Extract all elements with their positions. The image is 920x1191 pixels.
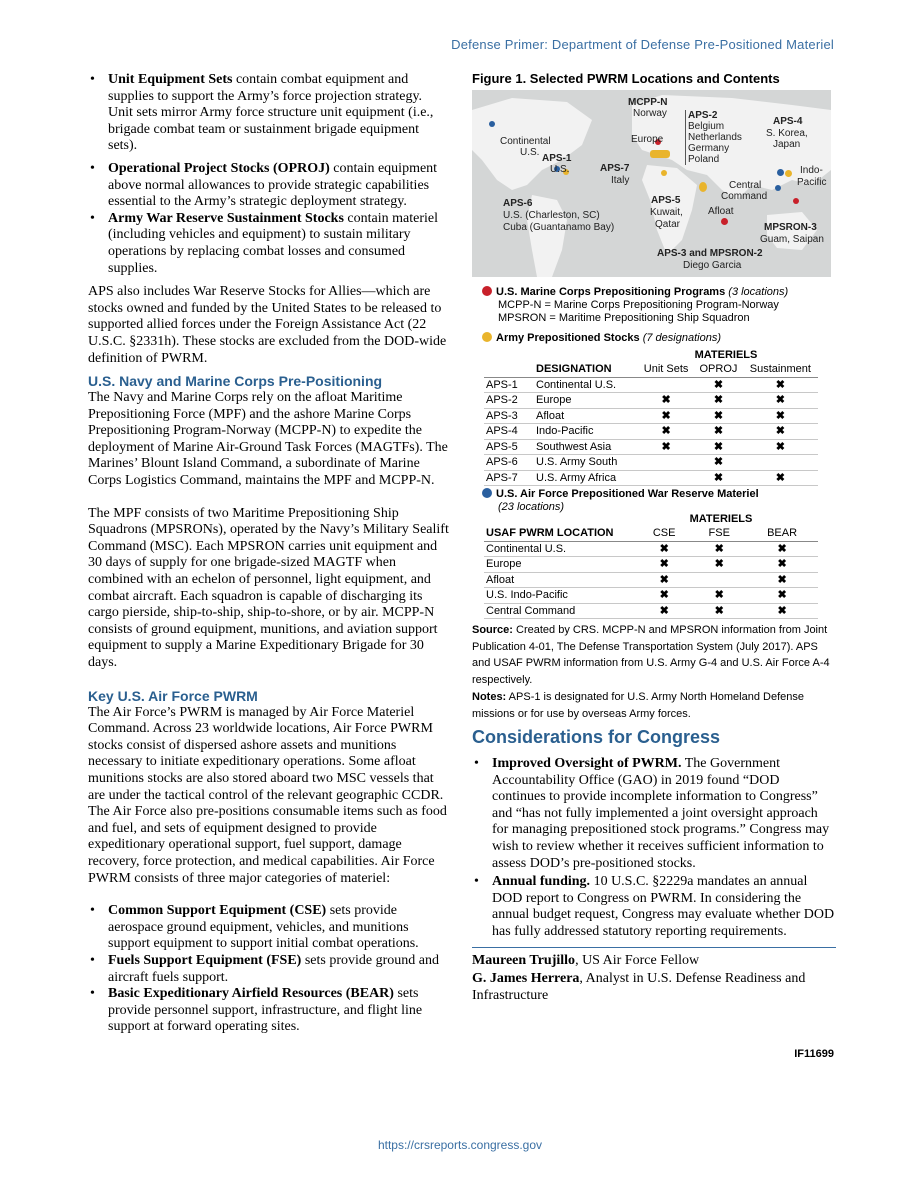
bullet-term: Common Support Equipment (CSE) bbox=[108, 903, 327, 919]
army-marker bbox=[650, 150, 670, 158]
usmc-legend bbox=[482, 286, 788, 345]
table-mark-cell: ✖ bbox=[638, 408, 694, 424]
table-mark-cell: ✖ bbox=[636, 572, 692, 588]
aps2-loc: Germany bbox=[688, 143, 730, 154]
map-label-continental: Continental bbox=[500, 136, 551, 147]
map-label-aps6-loc: Cuba (Guantanamo Bay) bbox=[503, 222, 615, 233]
table-cell: APS-2 bbox=[484, 393, 534, 409]
table-mark-cell: ✖ bbox=[692, 603, 746, 619]
table-mark-cell: ✖ bbox=[743, 439, 818, 455]
table-mark-cell: ✖ bbox=[743, 377, 818, 393]
table-cell: Indo-Pacific bbox=[534, 424, 638, 440]
author-role: , US Air Force Fellow bbox=[575, 952, 700, 968]
table-mark-cell: ✖ bbox=[746, 603, 818, 619]
table-mark-cell: ✖ bbox=[694, 439, 742, 455]
table-group-label: MATERIELS bbox=[689, 513, 753, 525]
table-mark-cell: ✖ bbox=[638, 424, 694, 440]
bullet-text: 10 U.S.C. §2229a mandates an annual DOD report to Congress on PWRM. In considering the annual budget request, Congress may evaluate whether DOD has fully addressed statutory reporting requirements. bbox=[492, 874, 835, 939]
table-mark-cell: ✖ bbox=[636, 541, 692, 557]
map-label-aps2-locs bbox=[685, 121, 742, 165]
notes-label: Notes: bbox=[472, 691, 507, 703]
bullet-term: Fuels Support Equipment (FSE) bbox=[108, 952, 302, 968]
bullet-term: Improved Oversight of PWRM. bbox=[492, 756, 682, 771]
bullet-text: contain equipment above normal allowances to provide strategic capabilities essential to the Army’s strategic deployment strategy. bbox=[108, 160, 438, 210]
map-label-aps5-loc: Qatar bbox=[655, 219, 681, 230]
map-label-mpsron3-loc: Guam, Saipan bbox=[760, 234, 824, 245]
table-row bbox=[484, 541, 818, 557]
map-label-aps5: APS-5 bbox=[651, 195, 681, 206]
map-label-aps3-loc: Diego Garcia bbox=[683, 260, 742, 271]
table-mark-cell: ✖ bbox=[636, 588, 692, 604]
heading-air-force: Key U.S. Air Force PWRM bbox=[88, 687, 258, 704]
table-cell: APS-4 bbox=[484, 424, 534, 440]
table-mark-cell: ✖ bbox=[638, 393, 694, 409]
map-label-europe: Europe bbox=[631, 134, 664, 145]
author-1 bbox=[472, 953, 836, 970]
table-row bbox=[484, 572, 818, 588]
bullet-text: sets provide aerospace ground equipment, vehicles, and munitions support equipment to support initial combat operations. bbox=[108, 903, 419, 952]
map-label-aps2: APS-2 bbox=[685, 110, 717, 121]
table-row bbox=[484, 424, 818, 440]
map-label-central: Central bbox=[729, 180, 762, 191]
table-mark-cell: ✖ bbox=[694, 408, 742, 424]
heading-considerations: Considerations for Congress bbox=[472, 727, 721, 747]
paragraph-navy-2: The MPF consists of two Maritime Prepositioning Ship Squadrons (MPSRONs), operated by the Navy’s Military Sealift Command (MSC). Each MPSRON carries unit equipment and 30 days of supply for one brigade-sized MAGTF when combined with an echelon of personnel, light equipment, and combat aircraft. Each squadron is capable of discharging its cargo pierside, ship-to-ship, ship-to-shore, or by air. MCPP-N consists of ground equipment, munitions, and aviation support equipment to supply a Marine Expeditionary Brigade for 30 days. bbox=[88, 505, 449, 670]
aps2-loc: Netherlands bbox=[688, 132, 742, 143]
table-mark-cell bbox=[638, 455, 694, 471]
bullet-term: Operational Project Stocks (OPROJ) bbox=[108, 160, 330, 176]
usmc-marker bbox=[793, 198, 799, 204]
map-label-continental-us: U.S. bbox=[520, 147, 540, 158]
table-header: OPROJ bbox=[694, 362, 742, 377]
map-label-aps4-loc: S. Korea, bbox=[766, 128, 808, 139]
table-mark-cell: ✖ bbox=[638, 439, 694, 455]
table-mark-cell: ✖ bbox=[694, 424, 742, 440]
bullet-term: Basic Expeditionary Airfield Resources (BEAR) bbox=[108, 986, 394, 1002]
footer-url[interactable]: https://crsreports.congress.gov bbox=[377, 1138, 543, 1152]
bullet-cse bbox=[88, 903, 450, 953]
usmc-def: MCPP-N = Marine Corps Prepositioning Program-Norway bbox=[498, 299, 779, 311]
usmc-def: MPSRON = Maritime Prepositioning Ship Squadron bbox=[498, 312, 750, 324]
legend-count: (3 locations) bbox=[728, 286, 789, 298]
usaf-marker bbox=[489, 121, 495, 127]
author-role: , Analyst in U.S. Defense Readiness and Infrastructure bbox=[472, 971, 806, 1003]
map-label-aps7: APS-7 bbox=[600, 163, 630, 174]
legend-count: (23 locations) bbox=[498, 501, 565, 513]
legend-count: (7 designations) bbox=[642, 332, 721, 344]
table-row bbox=[484, 603, 818, 619]
figure-source bbox=[472, 622, 836, 688]
map-label-aps4: APS-4 bbox=[773, 116, 803, 127]
army-table bbox=[484, 362, 818, 486]
af-table-wrap bbox=[484, 513, 818, 619]
heading-navy-marine: U.S. Navy and Marine Corps Pre-Positioning bbox=[88, 373, 383, 390]
table-cell: U.S. Army South bbox=[534, 455, 638, 471]
bullet-term: Annual funding. bbox=[492, 874, 591, 890]
map-label-mpsron3: MPSRON-3 bbox=[764, 222, 817, 233]
figure-notes bbox=[472, 689, 836, 722]
table-cell: Continental U.S. bbox=[484, 541, 636, 557]
author-name: G. James Herrera bbox=[472, 971, 580, 987]
table-header: FSE bbox=[692, 526, 746, 541]
table-mark-cell: ✖ bbox=[694, 377, 742, 393]
table-row bbox=[484, 439, 818, 455]
usaf-marker bbox=[777, 169, 784, 176]
table-mark-cell bbox=[638, 377, 694, 393]
figure-title: Figure 1. Selected PWRM Locations and Contents bbox=[472, 71, 780, 86]
bullet-text: contain materiel (including vehicles and equipment) to sustain military operations by replacing combat losses and consumed supplies. bbox=[108, 210, 438, 276]
table-header: Sustainment bbox=[743, 362, 818, 377]
table-row bbox=[484, 408, 818, 424]
table-mark-cell: ✖ bbox=[743, 408, 818, 424]
table-row bbox=[484, 588, 818, 604]
table-cell: Afloat bbox=[534, 408, 638, 424]
af-table bbox=[484, 526, 818, 619]
map-label-mcppn: MCPP-N bbox=[628, 97, 668, 108]
bullet-bear bbox=[88, 986, 450, 1036]
world-map bbox=[472, 90, 831, 277]
table-cell: APS-1 bbox=[484, 377, 534, 393]
usaf-dot-icon bbox=[482, 488, 492, 498]
table-cell: Continental U.S. bbox=[534, 377, 638, 393]
army-table-wrap bbox=[484, 349, 818, 486]
table-header-row bbox=[484, 526, 818, 541]
map-label-aps1-loc: U.S. bbox=[550, 164, 570, 175]
table-group-label: MATERIELS bbox=[694, 349, 758, 361]
af-bullets bbox=[88, 903, 450, 1036]
table-cell: APS-7 bbox=[484, 470, 534, 486]
map-label-aps6: APS-6 bbox=[503, 198, 533, 209]
table-header: BEAR bbox=[746, 526, 818, 541]
bullet-text: sets provide ground and aircraft fuels support. bbox=[108, 952, 439, 985]
map-label-aps7-loc: Italy bbox=[611, 175, 630, 186]
army-dot-icon bbox=[482, 332, 492, 342]
table-mark-cell bbox=[638, 470, 694, 486]
bullet-oversight bbox=[472, 756, 836, 872]
table-mark-cell: ✖ bbox=[692, 588, 746, 604]
table-mark-cell: ✖ bbox=[746, 572, 818, 588]
map-label-aps6-loc: U.S. (Charleston, SC) bbox=[503, 210, 600, 221]
table-cell: APS-6 bbox=[484, 455, 534, 471]
table-cell: Central Command bbox=[484, 603, 636, 619]
bullet-text: The Government Accountability Office (GAO) in 2019 found “DOD continues to provide incomplete information to Congress” and “has not fully implemented a joint oversight approach for managing prepositioned stock programs.” Congress may wish to review whether it receives sufficient information to assess DOD’s pre-positioned stocks. bbox=[492, 756, 830, 871]
bullet-fse bbox=[88, 953, 450, 986]
table-mark-cell bbox=[692, 572, 746, 588]
map-label-aps4-loc: Japan bbox=[773, 139, 801, 150]
table-row bbox=[484, 393, 818, 409]
table-cell: APS-5 bbox=[484, 439, 534, 455]
bullet-text: contain combat equipment and supplies to support the Army’s force projection strategy. Unit sets mirror Army force structure unit equipment (i.e., brigade combat team or sustainment brigade equipment sets). bbox=[108, 72, 434, 154]
table-mark-cell: ✖ bbox=[746, 588, 818, 604]
map-label-indo: Indo- bbox=[800, 165, 823, 176]
map-label-afloat: Afloat bbox=[708, 206, 734, 217]
table-row bbox=[484, 470, 818, 486]
army-bullets bbox=[88, 72, 450, 277]
running-header: Defense Primer: Department of Defense Pre-Positioned Materiel bbox=[451, 37, 834, 52]
table-mark-cell: ✖ bbox=[743, 470, 818, 486]
table-header: CSE bbox=[636, 526, 692, 541]
bullet-oproj bbox=[88, 161, 450, 211]
table-cell: Europe bbox=[484, 557, 636, 573]
map-label-aps1: APS-1 bbox=[542, 153, 572, 164]
table-mark-cell bbox=[743, 455, 818, 471]
paragraph-navy-1: The Navy and Marine Corps rely on the afloat Maritime Prepositioning Force (MPF) and the ashore Marine Corps Prepositioning Program-Norway (MCPP-N) to expedite the deployment of Marine Air-Ground Task Forces (MAGTFs). The Marines’ Blount Island Command, a subordinate of Marine Corps Logistics Command, maintains the MPF and MCPP-N. bbox=[88, 390, 448, 489]
left-column bbox=[88, 72, 450, 1036]
army-marker bbox=[785, 170, 792, 177]
table-cell: U.S. Indo-Pacific bbox=[484, 588, 636, 604]
paragraph-war-reserve: APS also includes War Reserve Stocks for Allies—which are stocks owned and funded by the United States to be released to supported allied forces under the Foreign Assistance Act (22 U.S.C. §2331h). These stocks are excluded from the DOD-wide definition of PWRM. bbox=[88, 284, 447, 366]
table-row bbox=[484, 377, 818, 393]
source-text: Created by CRS. MCPP-N and MPSRON information from Joint Publication 4-01, The Defense Transportation System (July 2017). APS and USAF PWRM information from U.S. Army G-4 and U.S. Air Force A-4 respectively. bbox=[472, 624, 830, 686]
usmc-marker bbox=[721, 218, 728, 225]
usaf-legend bbox=[482, 488, 759, 514]
bullet-annual-funding bbox=[472, 874, 836, 940]
table-mark-cell: ✖ bbox=[743, 393, 818, 409]
product-code: IF11699 bbox=[794, 1048, 834, 1060]
table-cell: Southwest Asia bbox=[534, 439, 638, 455]
map-label-aps5-loc: Kuwait, bbox=[650, 207, 683, 218]
aps2-loc: Poland bbox=[688, 154, 720, 165]
bullet-term: Army War Reserve Sustainment Stocks bbox=[108, 210, 344, 226]
legend-label: U.S. Marine Corps Prepositioning Programs bbox=[496, 286, 726, 298]
bullet-sustainment bbox=[88, 211, 450, 277]
table-mark-cell: ✖ bbox=[694, 470, 742, 486]
table-row bbox=[484, 557, 818, 573]
legend-label: Army Prepositioned Stocks bbox=[496, 332, 640, 344]
table-mark-cell: ✖ bbox=[636, 557, 692, 573]
table-mark-cell: ✖ bbox=[692, 557, 746, 573]
notes-text: APS-1 is designated for U.S. Army North Homeland Defense missions or for use by overseas Army forces. bbox=[472, 691, 804, 720]
table-header bbox=[484, 362, 534, 377]
aps2-loc: Belgium bbox=[688, 121, 725, 132]
table-mark-cell: ✖ bbox=[636, 603, 692, 619]
author-2 bbox=[472, 971, 836, 1004]
considerations-bullets bbox=[472, 756, 836, 941]
table-mark-cell: ✖ bbox=[692, 541, 746, 557]
army-marker bbox=[661, 170, 667, 176]
legend-label: U.S. Air Force Prepositioned War Reserve Materiel bbox=[496, 488, 759, 500]
map-label-aps3: APS-3 and MPSRON-2 bbox=[657, 248, 763, 259]
table-mark-cell: ✖ bbox=[746, 541, 818, 557]
table-cell: Afloat bbox=[484, 572, 636, 588]
table-header: Unit Sets bbox=[638, 362, 694, 377]
map-label-command: Command bbox=[721, 191, 768, 202]
author-block bbox=[472, 947, 836, 1005]
table-cell: APS-3 bbox=[484, 408, 534, 424]
author-name: Maureen Trujillo bbox=[472, 952, 576, 968]
map-label-mcppn-loc: Norway bbox=[633, 108, 667, 119]
table-row bbox=[484, 455, 818, 471]
table-header: DESIGNATION bbox=[534, 362, 638, 377]
table-header-row bbox=[484, 362, 818, 377]
table-header: USAF PWRM LOCATION bbox=[484, 526, 636, 541]
bullet-unit-equipment bbox=[88, 72, 450, 155]
table-mark-cell: ✖ bbox=[746, 557, 818, 573]
army-marker bbox=[699, 182, 707, 192]
right-column bbox=[472, 756, 836, 1004]
table-cell: Europe bbox=[534, 393, 638, 409]
table-mark-cell: ✖ bbox=[743, 424, 818, 440]
table-mark-cell: ✖ bbox=[694, 393, 742, 409]
source-label: Source: bbox=[472, 624, 513, 636]
bullet-text: sets provide personnel support, infrastructure, and flight line support at forward operating sites. bbox=[108, 986, 423, 1035]
table-mark-cell: ✖ bbox=[694, 455, 742, 471]
map-label-indo-pacific: Pacific bbox=[797, 177, 827, 188]
usaf-marker bbox=[775, 185, 781, 191]
table-cell: U.S. Army Africa bbox=[534, 470, 638, 486]
paragraph-air-force: The Air Force’s PWRM is managed by Air Force Materiel Command. Across 23 worldwide locations, Air Force PWRM stocks consist of dispersed ashore assets and munitions necessary to initiate expeditionary operations. Some afloat munitions stocks are also stored aboard two MSC vessels that are under the tactical control of the relevant geographic CCDR. The Air Force also pre-positions consumable items such as food and fuel, and sets of equipment designed to provide expeditionary operational support, fuel support, damage recovery, force protection, and medical capabilities. Air Force PWRM consists of three major categories of materiel: bbox=[88, 704, 447, 886]
bullet-term: Unit Equipment Sets bbox=[108, 72, 233, 87]
usmc-dot-icon bbox=[482, 286, 492, 296]
